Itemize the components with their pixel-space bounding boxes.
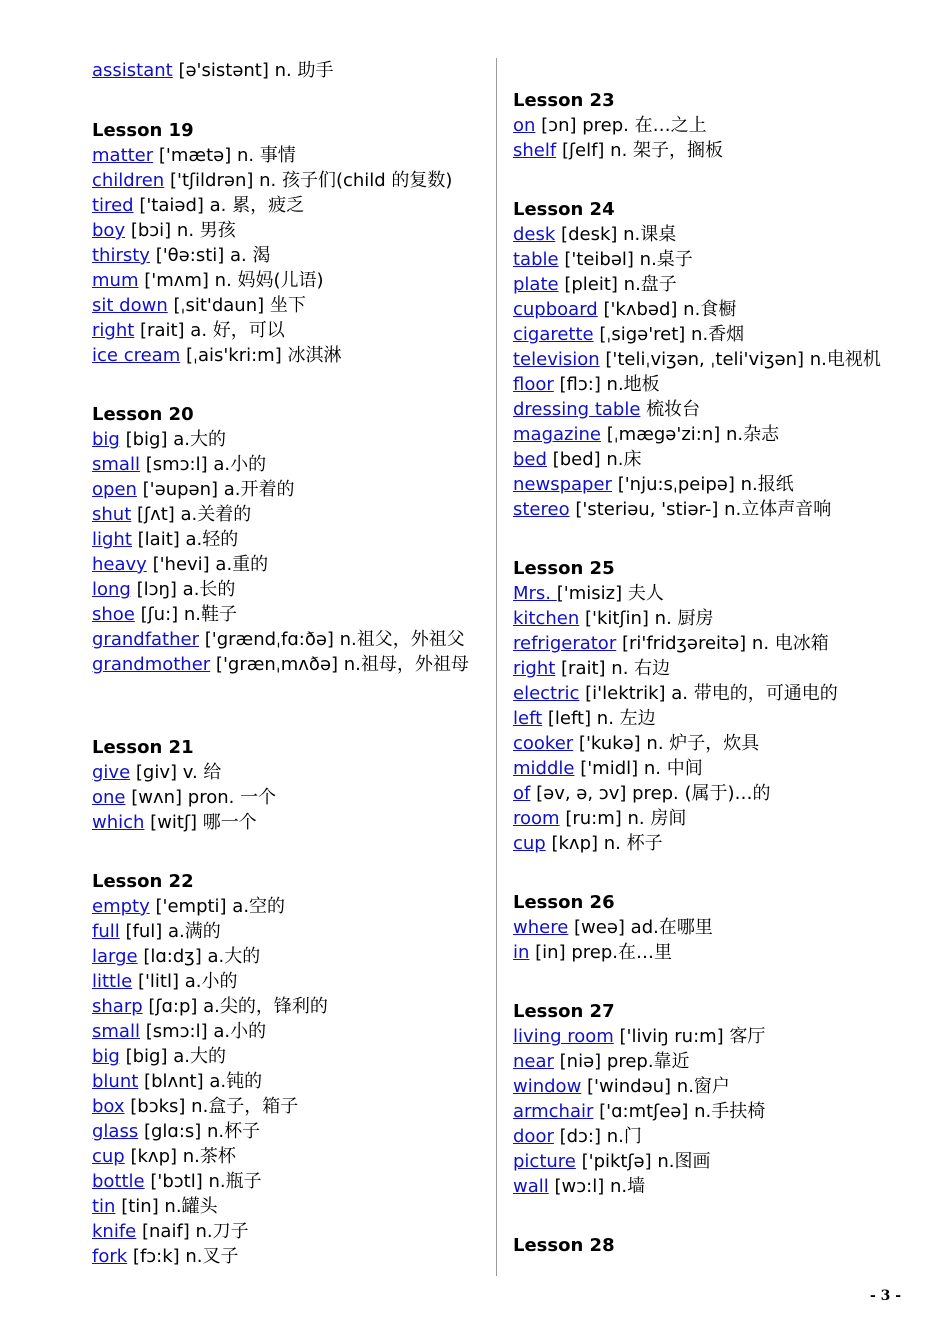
vocab-definition: [dɔ:] n.门 — [559, 1126, 642, 1147]
vocab-definition: 梳妆台 — [646, 399, 701, 420]
vocab-definition: ['θə:sti] a. 渴 — [155, 245, 271, 266]
vocab-word-link[interactable]: empty — [92, 896, 150, 917]
vocab-word-link[interactable]: bed — [513, 449, 547, 470]
vocab-definition: ['bɔtl] n.瓶子 — [150, 1171, 262, 1192]
vocab-word-link[interactable]: ice cream — [92, 345, 181, 366]
vocab-definition: ['kʌbəd] n.食橱 — [603, 299, 737, 320]
vocab-entry — [92, 293, 306, 318]
vocab-definition: [ri'fridʒəreitə] n. 电冰箱 — [621, 633, 829, 654]
vocab-word-link[interactable]: large — [92, 946, 138, 967]
vocab-entry — [92, 919, 221, 944]
vocab-word-link[interactable]: one — [92, 787, 126, 808]
vocab-definition: [wʌn] pron. 一个 — [131, 787, 277, 808]
vocab-word-link[interactable]: shut — [92, 504, 132, 525]
vocab-entry — [513, 472, 794, 497]
vocab-definition: [ʃɑ:p] a.尖的，锋利的 — [148, 996, 328, 1017]
vocab-entry — [513, 681, 838, 706]
vocab-entry — [513, 222, 676, 247]
vocab-word-link[interactable]: shoe — [92, 604, 135, 625]
vocab-entry — [92, 627, 465, 652]
vocab-definition: [ˌsigə'ret] n.香烟 — [599, 324, 745, 345]
vocab-definition: [blʌnt] a.钝的 — [144, 1071, 263, 1092]
vocab-entry — [92, 1119, 260, 1144]
vocab-entry — [92, 58, 333, 83]
vocab-definition: ['kukə] n. 炉子，炊具 — [578, 733, 760, 754]
vocab-word-link[interactable]: fork — [92, 1246, 128, 1267]
vocab-definition: [big] a.大的 — [125, 1046, 226, 1067]
vocab-definition: [fɔ:k] n.叉子 — [132, 1246, 239, 1267]
vocab-definition: ['litl] a.小的 — [137, 971, 238, 992]
vocab-entry — [92, 143, 296, 168]
vocab-word-link[interactable]: tin — [92, 1196, 116, 1217]
vocab-entry — [92, 760, 221, 785]
vocab-word-link[interactable]: children — [92, 170, 165, 191]
vocab-word-link[interactable]: which — [92, 812, 145, 833]
vocab-entry — [92, 452, 266, 477]
vocab-word-link[interactable]: light — [92, 529, 132, 550]
vocab-word-link[interactable]: mum — [92, 270, 139, 291]
vocab-word-link[interactable]: box — [92, 1096, 125, 1117]
vocab-entry — [513, 1049, 690, 1074]
vocab-definition: [ə'sistənt] n. 助手 — [178, 60, 334, 81]
vocab-word-link[interactable]: left — [513, 708, 543, 729]
vocab-entry — [92, 652, 477, 677]
lesson-heading: Lesson 22 — [92, 871, 194, 892]
vocab-definition: ['empti] a.空的 — [155, 896, 286, 917]
vocab-entry — [513, 656, 670, 681]
vocab-entry — [92, 1069, 262, 1094]
vocab-entry — [513, 247, 693, 272]
vocab-entry — [92, 1244, 239, 1269]
vocab-entry — [513, 322, 744, 347]
vocab-word-link[interactable]: glass — [92, 1121, 139, 1142]
vocab-word-link[interactable]: in — [513, 942, 530, 963]
vocab-entry — [513, 113, 707, 138]
vocab-word-link[interactable]: sit down — [92, 295, 168, 316]
vocab-definition: ['midl] n. 中间 — [580, 758, 703, 779]
vocab-definition: ['taiəd] a. 累，疲乏 — [139, 195, 305, 216]
vocab-word-link[interactable]: cigarette — [513, 324, 594, 345]
vocab-entry — [513, 138, 723, 163]
vocab-entry — [92, 894, 285, 919]
vocab-word-link[interactable]: electric — [513, 683, 580, 704]
vocab-entry — [513, 1099, 765, 1124]
vocab-word-link[interactable]: little — [92, 971, 133, 992]
vocab-definition: [rait] a. 好，可以 — [140, 320, 285, 341]
vocab-word-link[interactable]: room — [513, 808, 560, 829]
vocab-entry — [92, 218, 236, 243]
vocab-definition: [ˌsit'daun] 坐下 — [173, 295, 306, 316]
vocab-definition: [ʃʌt] a.关着的 — [137, 504, 252, 525]
vocab-definition: [in] prep.在…里 — [535, 942, 672, 963]
vocab-entry — [513, 581, 664, 606]
vocab-word-link[interactable]: cup — [513, 833, 546, 854]
vocab-entry — [92, 502, 251, 527]
vocab-definition: ['əupən] a.开着的 — [142, 479, 295, 500]
lesson-heading: Lesson 24 — [513, 199, 615, 220]
vocab-word-link[interactable]: refrigerator — [513, 633, 617, 654]
vocab-definition: ['ɑ:mtʃeə] n.手扶椅 — [599, 1101, 766, 1122]
vocab-entry — [513, 756, 703, 781]
vocab-definition: [lɑ:dʒ] a.大的 — [143, 946, 261, 967]
vocab-word-link[interactable]: small — [92, 454, 140, 475]
vocab-word-link[interactable]: floor — [513, 374, 554, 395]
vocab-entry — [92, 343, 341, 368]
vocab-entry — [92, 1144, 236, 1169]
lesson-heading: Lesson 20 — [92, 404, 194, 425]
vocab-entry — [513, 606, 714, 631]
vocab-definition: [bɔks] n.盒子，箱子 — [130, 1096, 299, 1117]
vocab-word-link[interactable]: plate — [513, 274, 559, 295]
vocab-word-link[interactable]: right — [92, 320, 135, 341]
vocab-entry — [513, 731, 759, 756]
vocab-word-link[interactable]: newspaper — [513, 474, 612, 495]
vocab-word-link[interactable]: sharp — [92, 996, 143, 1017]
vocab-entry — [513, 1124, 642, 1149]
vocab-definition: [ʃelf] n. 架子，搁板 — [561, 140, 724, 161]
vocab-definition: [glɑ:s] n.杯子 — [143, 1121, 261, 1142]
vocab-definition: [witʃ] 哪一个 — [150, 812, 257, 833]
vocab-entry — [92, 1194, 218, 1219]
vocab-word-link[interactable]: heavy — [92, 554, 147, 575]
vocab-definition: [lɔŋ] a.长的 — [136, 579, 236, 600]
lesson-heading: Lesson 19 — [92, 120, 194, 141]
vocab-word-link[interactable]: television — [513, 349, 600, 370]
vocab-word-link[interactable]: desk — [513, 224, 556, 245]
vocab-definition: ['grændˌfɑ:ðə] n.祖父，外祖父 — [204, 629, 465, 650]
vocab-word-link[interactable]: dressing table — [513, 399, 641, 420]
vocab-definition: [tin] n.罐头 — [121, 1196, 218, 1217]
vocab-entry — [92, 1094, 298, 1119]
vocab-entry — [513, 347, 881, 372]
vocab-entry — [92, 1219, 249, 1244]
vocab-entry — [92, 602, 237, 627]
vocab-word-link[interactable]: tired — [92, 195, 134, 216]
vocab-entry — [92, 427, 226, 452]
vocab-entry — [513, 806, 686, 831]
vocab-entry — [92, 1169, 262, 1194]
vocab-word-link[interactable]: open — [92, 479, 137, 500]
vocab-definition: ['grænˌmʌðə] n.祖母，外祖母 — [215, 654, 469, 675]
vocab-word-link[interactable]: shelf — [513, 140, 557, 161]
vocab-entry — [92, 994, 328, 1019]
vocab-entry — [92, 527, 238, 552]
vocab-word-link[interactable]: table — [513, 249, 559, 270]
vocab-definition: [bed] n.床 — [552, 449, 642, 470]
vocab-definition: [flɔ:] n.地板 — [559, 374, 660, 395]
vocab-word-link[interactable]: Mrs. — [513, 583, 557, 604]
vocab-word-link[interactable]: stereo — [513, 499, 570, 520]
vocab-definition: ['liviŋ ru:m] 客厅 — [619, 1026, 766, 1047]
vocab-word-link[interactable]: knife — [92, 1221, 137, 1242]
vocab-entry — [92, 810, 257, 835]
vocab-definition: [smɔ:l] a.小的 — [145, 454, 267, 475]
vocab-word-link[interactable]: blunt — [92, 1071, 139, 1092]
vocab-word-link[interactable]: on — [513, 115, 536, 136]
vocab-definition: [bɔi] n. 男孩 — [130, 220, 236, 241]
vocab-word-link[interactable]: cooker — [513, 733, 574, 754]
vocab-entry — [92, 969, 237, 994]
vocab-entry — [513, 1074, 730, 1099]
vocab-entry — [92, 318, 285, 343]
vocab-definition: [rait] n. 右边 — [561, 658, 671, 679]
vocab-word-link[interactable]: grandmother — [92, 654, 211, 675]
lesson-heading: Lesson 21 — [92, 737, 194, 758]
vocab-word-link[interactable]: bottle — [92, 1171, 145, 1192]
vocab-word-link[interactable]: magazine — [513, 424, 601, 445]
vocab-definition: ['kitʃin] n. 厨房 — [585, 608, 714, 629]
vocab-definition: ['hevi] a.重的 — [152, 554, 269, 575]
vocab-word-link[interactable]: grandfather — [92, 629, 199, 650]
vocab-entry — [92, 243, 270, 268]
vocab-entry — [513, 397, 700, 422]
vocab-definition: [naif] n.刀子 — [141, 1221, 249, 1242]
lesson-heading: Lesson 26 — [513, 892, 615, 913]
vocab-definition: ['mʌm] n. 妈妈(儿语) — [144, 270, 324, 291]
vocab-word-link[interactable]: of — [513, 783, 531, 804]
vocab-entry — [513, 422, 779, 447]
vocab-definition: [wɔ:l] n.墙 — [554, 1176, 646, 1197]
vocab-word-link[interactable]: cupboard — [513, 299, 598, 320]
vocab-entry — [92, 1019, 266, 1044]
vocab-definition: [ful] a.满的 — [125, 921, 221, 942]
vocab-entry — [92, 552, 268, 577]
vocab-word-link[interactable]: where — [513, 917, 569, 938]
vocab-definition: [pleit] n.盘子 — [564, 274, 677, 295]
vocab-entry — [513, 272, 677, 297]
vocab-word-link[interactable]: living room — [513, 1026, 614, 1047]
vocab-entry — [513, 447, 642, 472]
vocab-entry — [513, 831, 663, 856]
column-divider — [496, 58, 497, 1276]
vocab-definition: [ˌais'kri:m] 冰淇淋 — [185, 345, 342, 366]
vocab-definition: ['windəu] n.窗户 — [587, 1076, 730, 1097]
vocab-definition: [ʃu:] n.鞋子 — [140, 604, 238, 625]
page-number: - 3 - — [870, 1288, 902, 1304]
vocab-word-link[interactable]: kitchen — [513, 608, 580, 629]
vocab-word-link[interactable]: near — [513, 1051, 554, 1072]
lesson-heading: Lesson 28 — [513, 1235, 615, 1256]
vocab-word-link[interactable]: right — [513, 658, 556, 679]
lesson-heading: Lesson 25 — [513, 558, 615, 579]
vocab-entry — [92, 193, 304, 218]
vocab-word-link[interactable]: matter — [92, 145, 154, 166]
vocab-definition: [əv, ə, ɔv] prep. (属于)…的 — [536, 783, 771, 804]
vocab-definition: [big] a.大的 — [125, 429, 226, 450]
vocab-definition: [kʌp] n.茶杯 — [130, 1146, 236, 1167]
vocab-word-link[interactable]: big — [92, 1046, 120, 1067]
vocab-definition: ['tʃildrən] n. 孩子们(child 的复数) — [169, 170, 453, 191]
vocab-entry — [513, 631, 829, 656]
vocab-entry — [513, 915, 713, 940]
vocab-word-link[interactable]: picture — [513, 1151, 576, 1172]
vocab-definition: ['teliˌviʒən, ˌteli'viʒən] n.电视机 — [605, 349, 881, 370]
vocab-word-link[interactable]: long — [92, 579, 131, 600]
vocab-definition: [desk] n.课桌 — [561, 224, 677, 245]
vocab-definition: ['teibəl] n.桌子 — [564, 249, 693, 270]
lesson-heading: Lesson 23 — [513, 90, 615, 111]
vocab-entry — [513, 940, 672, 965]
vocab-word-link[interactable]: middle — [513, 758, 575, 779]
vocab-entry — [513, 1149, 710, 1174]
vocab-entry — [513, 1024, 765, 1049]
vocab-definition: [ru:m] n. 房间 — [565, 808, 687, 829]
vocab-entry — [92, 477, 295, 502]
vocab-word-link[interactable]: assistant — [92, 60, 173, 81]
vocab-definition: ['piktʃə] n.图画 — [581, 1151, 711, 1172]
vocab-definition: [kʌp] n. 杯子 — [551, 833, 663, 854]
vocab-entry — [513, 297, 736, 322]
vocab-word-link[interactable]: wall — [513, 1176, 549, 1197]
vocab-word-link[interactable]: small — [92, 1021, 140, 1042]
vocab-word-link[interactable]: give — [92, 762, 131, 783]
vocab-word-link[interactable]: big — [92, 429, 120, 450]
vocab-definition: ['nju:sˌpeipə] n.报纸 — [617, 474, 794, 495]
vocab-definition: [weə] ad.在哪里 — [574, 917, 713, 938]
lesson-heading: Lesson 27 — [513, 1001, 615, 1022]
vocab-definition: ['misiz] 夫人 — [556, 583, 664, 604]
vocab-entry — [513, 781, 771, 806]
vocab-entry — [92, 268, 324, 293]
vocab-definition: [left] n. 左边 — [547, 708, 656, 729]
vocab-definition: [niə] prep.靠近 — [559, 1051, 690, 1072]
vocab-word-link[interactable]: window — [513, 1076, 582, 1097]
vocab-entry — [92, 1044, 226, 1069]
vocab-definition: ['steriəu, 'stiər-] n.立体声音响 — [575, 499, 832, 520]
vocab-entry — [92, 168, 452, 193]
vocab-definition: ['mætə] n. 事情 — [158, 145, 296, 166]
vocab-word-link[interactable]: door — [513, 1126, 554, 1147]
vocab-definition: [smɔ:l] a.小的 — [145, 1021, 267, 1042]
vocab-entry — [513, 706, 656, 731]
vocab-word-link[interactable]: cup — [92, 1146, 125, 1167]
vocab-entry — [92, 944, 260, 969]
vocab-word-link[interactable]: boy — [92, 220, 126, 241]
vocab-definition: [lait] a.轻的 — [137, 529, 239, 550]
vocab-word-link[interactable]: full — [92, 921, 120, 942]
vocab-entry — [513, 372, 660, 397]
vocab-entry — [92, 577, 235, 602]
vocab-definition: [ˌmægə'zi:n] n.杂志 — [606, 424, 780, 445]
vocab-definition: [ɔn] prep. 在…之上 — [541, 115, 707, 136]
vocab-definition: [giv] v. 给 — [135, 762, 222, 783]
vocab-word-link[interactable]: thirsty — [92, 245, 150, 266]
vocab-word-link[interactable]: armchair — [513, 1101, 594, 1122]
vocab-entry — [513, 497, 831, 522]
vocab-entry — [92, 785, 276, 810]
vocab-definition: [i'lektrik] a. 带电的，可通电的 — [585, 683, 838, 704]
vocab-entry — [513, 1174, 645, 1199]
